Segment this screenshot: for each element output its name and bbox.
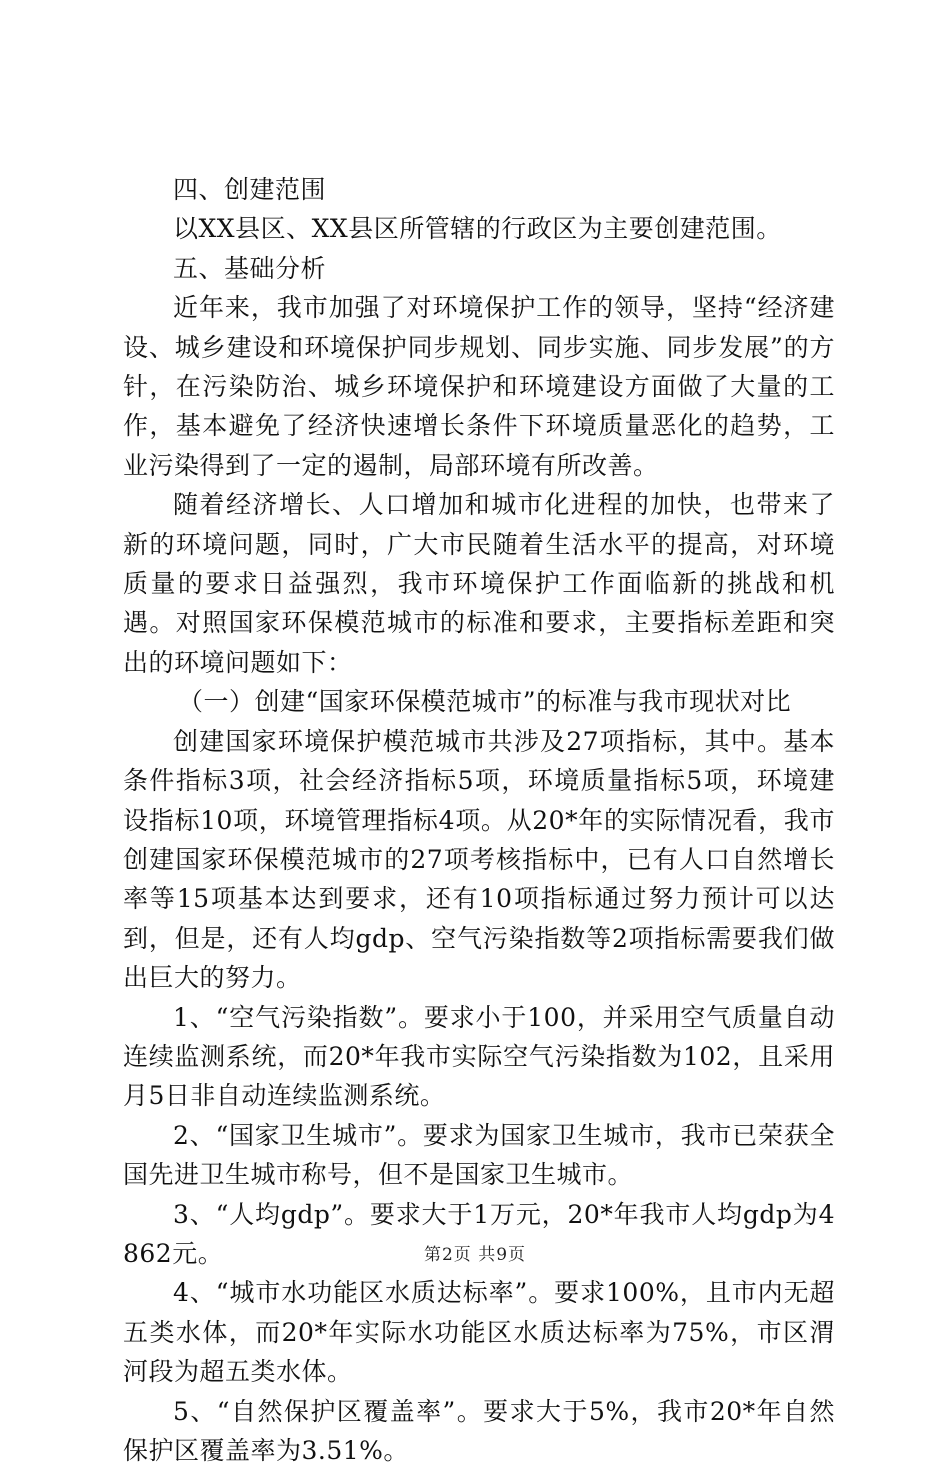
document-body xyxy=(123,170,835,1470)
indicator-item-4: 4、“城市水功能区水质达标率”。要求100%，且市内无超五类水体，而20*年实际水功能区水质达标率为75%，市区渭河段为超五类水体。 xyxy=(123,1278,835,1387)
section-heading-analysis: 五、基础分析 xyxy=(173,253,327,283)
indicator-item-1: 1、“空气污染指数”。要求小于100，并采用空气质量自动连续监测系统，而20*年我市实际空气污染指数为102，且采用月5日非自动连续监测系统。 xyxy=(123,1002,835,1111)
indicator-item-5: 5、“自然保护区覆盖率”。要求大于5%，我市20*年自然保护区覆盖率为3.51%。 xyxy=(123,1396,835,1465)
indicator-item-3: 3、“人均gdp”。要求大于1万元，20*年我市人均gdp为4862元。 xyxy=(123,1199,835,1268)
section-heading-scope: 四、创建范围 xyxy=(173,175,327,204)
scope-paragraph: 以XX县区、XX县区所管辖的行政区为主要创建范围。 xyxy=(173,214,782,244)
page-number-footer: 第2页 共9页 xyxy=(423,1245,527,1265)
indicator-item-2: 2、“国家卫生城市”。要求为国家卫生城市，我市已荣获全国先进卫生城市称号，但不是国家卫生城市。 xyxy=(123,1120,835,1190)
comparison-paragraph: 创建国家环境保护模范城市共涉及27项指标，其中。基本条件指标3项，社会经济指标5项，环境质量指标5项，环境建设指标10项，环境管理指标4项。从20*年的实际情况看，我市创建国家环保模范城市的27项考核指标中，已有人口自然增长率等15项基本达到要求，还有10项指标通过努力预计可以达到，但是，还有人均gdp、空气污染指数等2项指标需要我们做出巨大的努力。 xyxy=(123,726,835,993)
analysis-paragraph-1: 近年来，我市加强了对环境保护工作的领导，坚持“经济建设、城乡建设和环境保护同步规划、同步实施、同步发展”的方针，在污染防治、城乡环境保护和环境建设方面做了大量的工作，基本避免了经济快速增长条件下环境质量恶化的趋势，工业污染得到了一定的遏制，局部环境有所改善。 xyxy=(123,293,835,480)
subsection-heading-comparison: （一）创建“国家环保模范城市”的标准与我市现状对比 xyxy=(178,687,792,717)
analysis-paragraph-2: 随着经济增长、人口增加和城市化进程的加快，也带来了新的环境问题，同时，广大市民随着生活水平的提高，对环境质量的要求日益强烈，我市环境保护工作面临新的挑战和机遇。对照国家环保模范城市的标准和要求，主要指标差距和突出的环境问题如下： xyxy=(123,490,835,677)
